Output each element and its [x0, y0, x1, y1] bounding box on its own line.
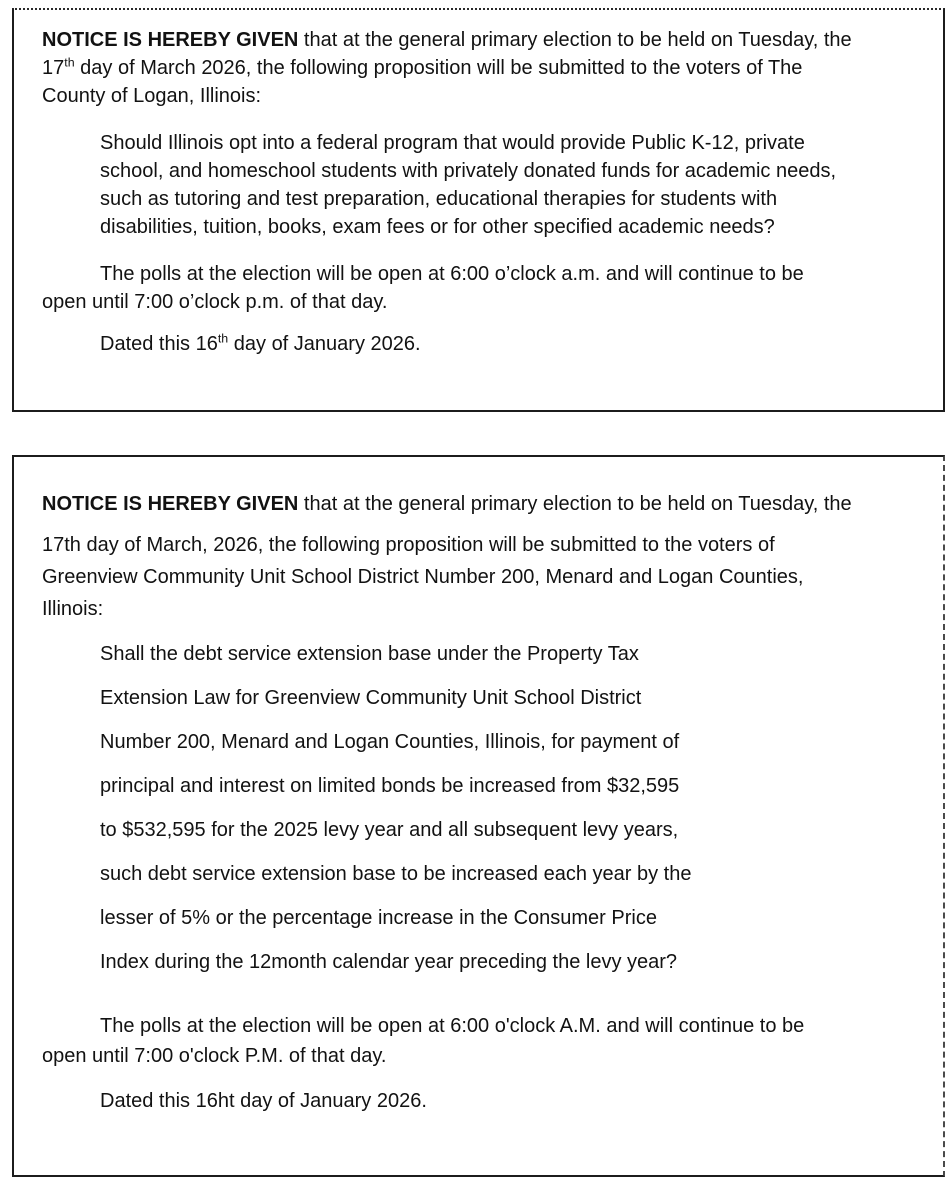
logan-polls-line-1: The polls at the election will be open at 6:00 o’clock a.m. and will continue to be: [100, 263, 804, 285]
greenview-polls-line-2: open until 7:00 o'clock P.M. of that day.: [42, 1045, 387, 1067]
logan-date-ordinal-superscript: th: [64, 55, 75, 70]
greenview-proposition-line: Index during the 12month calendar year preceding the levy year?: [100, 951, 678, 973]
greenview-proposition-line: to $532,595 for the 2025 levy year and all subsequent levy years,: [100, 819, 679, 841]
logan-intro-line2-text: day of March 2026, the following proposition will be submitted to the voters of The: [74, 57, 803, 79]
notice-box-logan-county: [12, 8, 945, 412]
logan-date-number: 17: [42, 57, 65, 79]
greenview-proposition-line: Number 200, Menard and Logan Counties, Illinois, for payment of: [100, 731, 680, 753]
greenview-intro-line-4: Illinois:: [42, 598, 104, 620]
logan-proposition-line: Should Illinois opt into a federal program that would provide Public K-12, private: [100, 132, 805, 154]
greenview-intro-line1-text: that at the general primary election to be held on Tuesday, the: [298, 493, 852, 515]
greenview-proposition-line: principal and interest on limited bonds be increased from $32,595: [100, 775, 680, 797]
logan-intro-line-1: [42, 26, 929, 54]
greenview-proposition-line: such debt service extension base to be increased each year by the: [100, 863, 692, 885]
notice-given-bold: NOTICE IS HEREBY GIVEN: [42, 493, 299, 515]
greenview-intro-line-1: [42, 489, 929, 520]
greenview-proposition-line: Shall the debt service extension base under the Property Tax: [100, 643, 639, 665]
logan-intro-line-2: [42, 54, 929, 82]
logan-dated-line: [100, 330, 929, 358]
logan-proposition-line: school, and homeschool students with privately donated funds for academic needs,: [100, 160, 836, 182]
greenview-proposition-line: lesser of 5% or the percentage increase in the Consumer Price: [100, 907, 657, 929]
logan-polls-paragraph: [42, 260, 929, 316]
greenview-polls-line-1: The polls at the election will be open at 6:00 o'clock A.M. and will continue to be: [100, 1015, 805, 1037]
logan-proposition-paragraph: [42, 129, 929, 241]
notice-given-bold: NOTICE IS HEREBY GIVEN: [42, 29, 299, 51]
logan-intro-line1-text: that at the general primary election to be held on Tuesday, the: [298, 29, 852, 51]
greenview-polls-paragraph: [42, 1011, 929, 1071]
logan-intro-line-3: County of Logan, Illinois:: [42, 85, 262, 107]
greenview-intro-line-2: 17th day of March, 2026, the following proposition will be submitted to the voters of: [42, 534, 775, 556]
logan-proposition-line: such as tutoring and test preparation, educational therapies for students with: [100, 188, 778, 210]
logan-polls-line-2: open until 7:00 o’clock p.m. of that day.: [42, 291, 388, 313]
greenview-proposition-line: Extension Law for Greenview Community Unit School District: [100, 687, 642, 709]
logan-dated-ordinal-superscript: th: [217, 331, 229, 346]
logan-proposition-line: disabilities, tuition, books, exam fees or for other specified academic needs?: [100, 216, 775, 238]
greenview-proposition-paragraph: [42, 639, 929, 977]
greenview-intro-line-3: Greenview Community Unit School District Number 200, Menard and Logan Counties,: [42, 566, 804, 588]
greenview-dated-line: Dated this 16ht day of January 2026.: [100, 1090, 427, 1112]
logan-intro-paragraph: [42, 26, 929, 110]
notice-box-greenview-district: [12, 455, 945, 1177]
logan-dated-pre: Dated this 16: [100, 333, 218, 355]
greenview-intro-continuation: [42, 529, 929, 625]
logan-dated-rest: day of January 2026.: [228, 333, 421, 355]
